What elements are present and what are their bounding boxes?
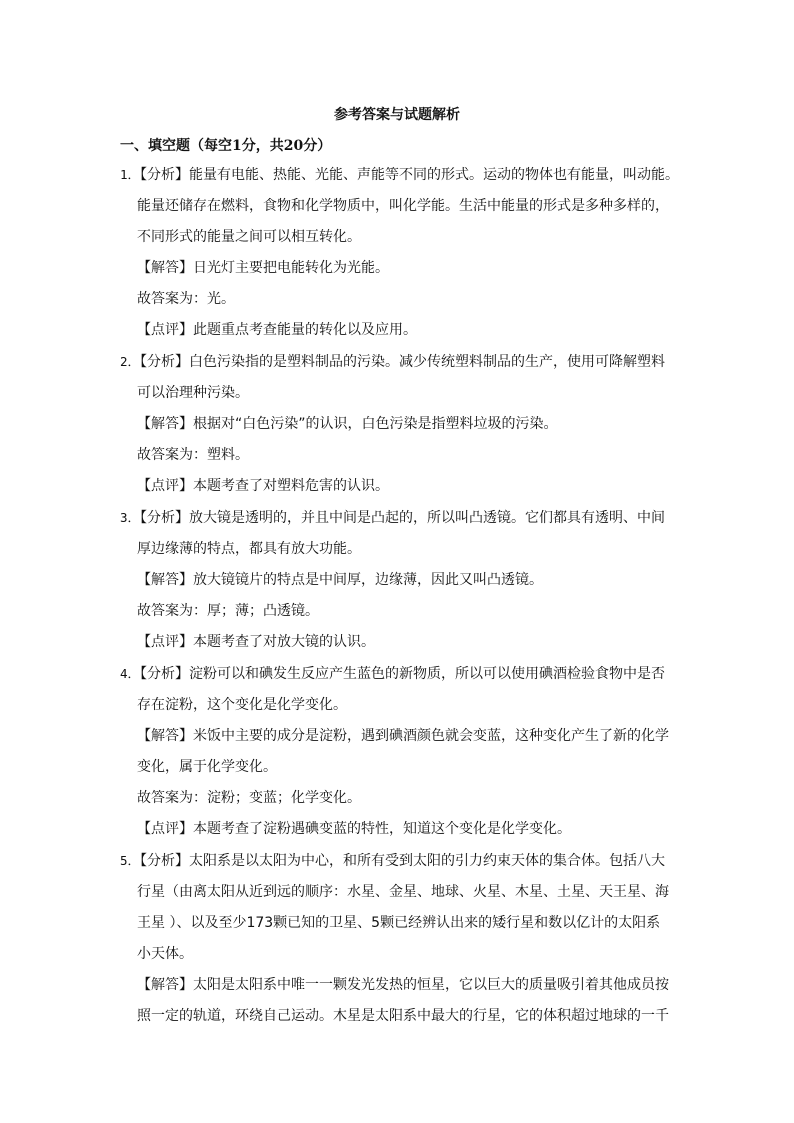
question-2 — [120, 352, 665, 372]
analysis-line: 小天体。 — [137, 946, 193, 962]
question-4 — [120, 664, 665, 684]
question-number: 1． — [120, 167, 141, 182]
solution-line: 【解答】日光灯主要把电能转化为光能。 — [137, 260, 389, 276]
analysis-line: 能量还储存在燃料，食物和化学物质中，叫化学能。生活中能量的形式是多种多样的， — [137, 198, 669, 214]
analysis-line: 【分析】太阳系是以太阳为中心，和所有受到太阳的引力约束天体的集合体。包括八大 — [140, 853, 666, 869]
solution-line: 照一定的轨道，环绕自己运动。木星是太阳系中最大的行星，它的体积超过地球的一千 — [137, 1008, 669, 1024]
analysis-line: 厚边缘薄的特点，都具有放大功能。 — [137, 541, 361, 557]
page-title: 参考答案与试题解析 — [334, 107, 460, 123]
solution-line: 【解答】根据对“白色污染”的认识，白色污染是指塑料垃圾的污染。 — [137, 416, 558, 432]
analysis-line: 王星 ）、以及至少173颗已知的卫星、5颗已经辨认出来的矮行星和数以亿计的太阳系 — [137, 915, 661, 931]
analysis-line: 【分析】淀粉可以和碘发生反应产生蓝色的新物质，所以可以使用碘酒检验食物中是否 — [140, 666, 666, 682]
analysis-line: 行星（由离太阳从近到远的顺序：水星、金星、地球、火星、木星、土星、天王星、海 — [137, 884, 669, 900]
question-number: 3． — [120, 510, 141, 525]
question-number: 5． — [120, 853, 141, 868]
question-3 — [120, 508, 665, 528]
solution-line: 【解答】米饭中主要的成分是淀粉，遇到碘酒颜色就会变蓝，这种变化产生了新的化学 — [137, 728, 669, 744]
comment-line: 【点评】本题考查了对塑料危害的认识。 — [137, 478, 389, 494]
analysis-line: 【分析】放大镜是透明的，并且中间是凸起的，所以叫凸透镜。它们都具有透明、中间 — [140, 510, 666, 526]
question-5 — [120, 851, 665, 871]
answer-line: 故答案为：塑料。 — [137, 447, 249, 463]
comment-line: 【点评】此题重点考查能量的转化以及应用。 — [137, 322, 417, 338]
question-number: 4． — [120, 666, 141, 681]
answer-line: 故答案为：淀粉；变蓝；化学变化。 — [137, 790, 361, 806]
analysis-line: 存在淀粉，这个变化是化学变化。 — [137, 697, 347, 713]
comment-line: 【点评】本题考查了淀粉遇碘变蓝的特性，知道这个变化是化学变化。 — [137, 821, 571, 837]
solution-line: 【解答】太阳是太阳系中唯一一颗发光发热的恒星，它以巨大的质量吸引着其他成员按 — [137, 977, 669, 993]
analysis-line: 【分析】能量有电能、热能、光能、声能等不同的形式。运动的物体也有能量，叫动能。 — [140, 167, 680, 183]
analysis-line: 不同形式的能量之间可以相互转化。 — [137, 229, 361, 245]
answer-line: 故答案为：厚；薄；凸透镜。 — [137, 603, 319, 619]
solution-line: 【解答】放大镜镜片的特点是中间厚，边缘薄，因此又叫凸透镜。 — [137, 572, 543, 588]
comment-line: 【点评】本题考查了对放大镜的认识。 — [137, 634, 375, 650]
question-1 — [120, 165, 679, 185]
answer-line: 故答案为：光。 — [137, 291, 235, 307]
question-number: 2． — [120, 354, 141, 369]
analysis-line: 可以治理种污染。 — [137, 385, 249, 401]
section-heading: 一、填空题（每空1分，共20分） — [120, 138, 332, 154]
analysis-line: 【分析】白色污染指的是塑料制品的污染。减少传统塑料制品的生产，使用可降解塑料 — [140, 354, 666, 370]
solution-line: 变化，属于化学变化。 — [137, 759, 277, 775]
